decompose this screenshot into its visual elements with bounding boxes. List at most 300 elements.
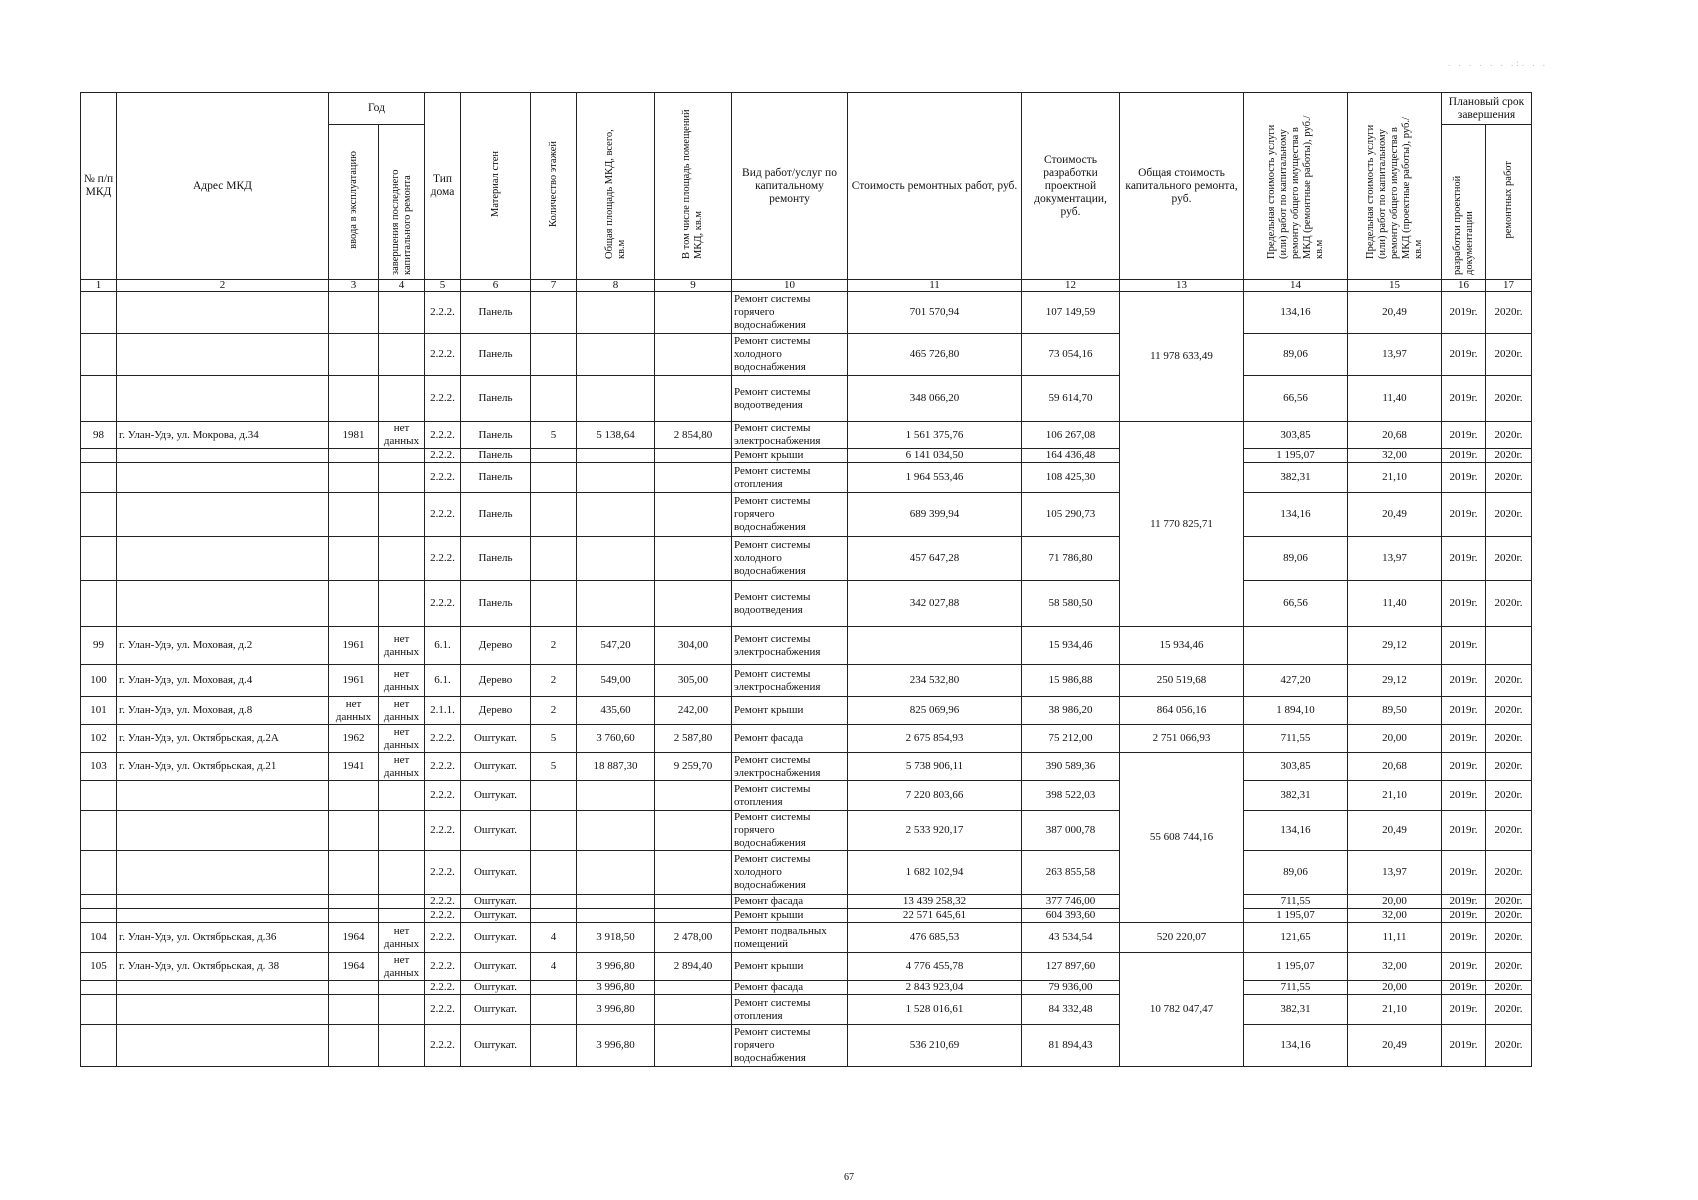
address-cell (117, 334, 329, 376)
house-type-cell: 2.2.2. (425, 449, 461, 463)
year-commission-cell (329, 493, 379, 537)
limit-repair-cell: 303,85 (1244, 422, 1348, 449)
address-cell (117, 537, 329, 581)
row-number-cell: 104 (81, 923, 117, 953)
wall-material-cell: Оштукат. (461, 753, 531, 781)
total-cost-merged-cell: 11 770 825,71 (1120, 422, 1244, 627)
address-cell: г. Улан-Удэ, ул. Моховая, д.4 (117, 665, 329, 697)
year-last-repair-cell (379, 463, 425, 493)
row-number-cell: 98 (81, 422, 117, 449)
premises-area-cell: 2 894,40 (655, 953, 732, 981)
repair-cost-cell: 342 027,88 (848, 581, 1022, 627)
year-commission-cell (329, 581, 379, 627)
premises-area-cell: 242,00 (655, 697, 732, 725)
table-row (81, 909, 1532, 923)
house-type-cell: 2.2.2. (425, 981, 461, 995)
total-area-cell: 3 996,80 (577, 1025, 655, 1067)
total-area-cell: 3 918,50 (577, 923, 655, 953)
year-commission-cell (329, 811, 379, 851)
row-number-cell: 99 (81, 627, 117, 665)
floors-cell (531, 1025, 577, 1067)
year-last-repair-cell: нет данных (379, 953, 425, 981)
house-type-cell: 2.2.2. (425, 537, 461, 581)
row-number-cell (81, 376, 117, 422)
row-number-cell (81, 537, 117, 581)
house-type-cell: 2.2.2. (425, 422, 461, 449)
repair-cost-cell: 1 528 016,61 (848, 995, 1022, 1025)
year-last-repair-cell (379, 981, 425, 995)
floors-cell: 5 (531, 422, 577, 449)
year-last-repair-cell: нет данных (379, 665, 425, 697)
work-type-cell: Ремонт системы горячего водоснабжения (732, 493, 848, 537)
row-number-cell: 105 (81, 953, 117, 981)
term-repair-cell: 2020г. (1486, 909, 1532, 923)
repair-cost-cell: 13 439 258,32 (848, 895, 1022, 909)
total-area-cell: 3 996,80 (577, 981, 655, 995)
repair-cost-cell: 457 647,28 (848, 537, 1022, 581)
term-design-cell: 2019г. (1442, 923, 1486, 953)
year-commission-cell (329, 981, 379, 995)
limit-design-cell: 20,00 (1348, 725, 1442, 753)
limit-repair-cell: 711,55 (1244, 725, 1348, 753)
design-cost-cell: 164 436,48 (1022, 449, 1120, 463)
repair-cost-cell: 4 776 455,78 (848, 953, 1022, 981)
limit-repair-cell: 66,56 (1244, 581, 1348, 627)
term-design-cell: 2019г. (1442, 909, 1486, 923)
repair-cost-cell: 22 571 645,61 (848, 909, 1022, 923)
header-term-repair: ремонтных работ (1486, 125, 1532, 280)
term-design-cell: 2019г. (1442, 753, 1486, 781)
floors-cell (531, 376, 577, 422)
table-row (81, 697, 1532, 725)
repair-cost-cell: 6 141 034,50 (848, 449, 1022, 463)
design-cost-cell: 108 425,30 (1022, 463, 1120, 493)
term-design-cell: 2019г. (1442, 725, 1486, 753)
total-area-cell: 18 887,30 (577, 753, 655, 781)
work-type-cell: Ремонт крыши (732, 953, 848, 981)
address-cell: г. Улан-Удэ, ул. Октябрьская, д. 38 (117, 953, 329, 981)
limit-repair-cell: 121,65 (1244, 923, 1348, 953)
wall-material-cell: Панель (461, 376, 531, 422)
premises-area-cell (655, 811, 732, 851)
term-design-cell: 2019г. (1442, 781, 1486, 811)
design-cost-cell: 377 746,00 (1022, 895, 1120, 909)
wall-material-cell: Панель (461, 493, 531, 537)
column-number: 8 (577, 280, 655, 292)
table-row (81, 463, 1532, 493)
table-body (81, 292, 1532, 1067)
term-repair-cell (1486, 627, 1532, 665)
year-commission-cell (329, 376, 379, 422)
address-cell (117, 376, 329, 422)
year-commission-cell (329, 463, 379, 493)
table-row (81, 292, 1532, 334)
limit-repair-cell: 1 894,10 (1244, 697, 1348, 725)
floors-cell (531, 493, 577, 537)
column-number: 4 (379, 280, 425, 292)
premises-area-cell: 2 587,80 (655, 725, 732, 753)
total-area-cell (577, 781, 655, 811)
table-row (81, 995, 1532, 1025)
work-type-cell: Ремонт системы электроснабжения (732, 627, 848, 665)
limit-design-cell: 20,68 (1348, 753, 1442, 781)
column-numbers-row (81, 280, 1532, 292)
address-cell (117, 995, 329, 1025)
term-design-cell: 2019г. (1442, 376, 1486, 422)
term-design-cell: 2019г. (1442, 895, 1486, 909)
row-number-cell (81, 995, 117, 1025)
premises-area-cell (655, 581, 732, 627)
year-last-repair-cell: нет данных (379, 753, 425, 781)
wall-material-cell: Оштукат. (461, 953, 531, 981)
repair-cost-cell: 348 066,20 (848, 376, 1022, 422)
house-type-cell: 2.2.2. (425, 334, 461, 376)
year-commission-cell (329, 1025, 379, 1067)
limit-repair-cell: 303,85 (1244, 753, 1348, 781)
term-repair-cell: 2020г. (1486, 1025, 1532, 1067)
total-area-cell: 549,00 (577, 665, 655, 697)
wall-material-cell: Оштукат. (461, 811, 531, 851)
floors-cell: 4 (531, 923, 577, 953)
table-row (81, 581, 1532, 627)
design-cost-cell: 105 290,73 (1022, 493, 1120, 537)
header-address: Адрес МКД (117, 93, 329, 280)
house-type-cell: 2.2.2. (425, 463, 461, 493)
premises-area-cell (655, 781, 732, 811)
design-cost-cell: 390 589,36 (1022, 753, 1120, 781)
limit-design-cell: 21,10 (1348, 995, 1442, 1025)
floors-cell (531, 781, 577, 811)
premises-area-cell (655, 909, 732, 923)
year-last-repair-cell (379, 851, 425, 895)
year-last-repair-cell (379, 995, 425, 1025)
header-repair-cost: Стоимость ремонтных работ, руб. (848, 93, 1022, 280)
house-type-cell: 2.2.2. (425, 851, 461, 895)
design-cost-cell: 58 580,50 (1022, 581, 1120, 627)
total-area-cell (577, 376, 655, 422)
floors-cell (531, 895, 577, 909)
column-number: 10 (732, 280, 848, 292)
floors-cell (531, 995, 577, 1025)
limit-repair-cell: 382,31 (1244, 995, 1348, 1025)
house-type-cell: 2.2.2. (425, 581, 461, 627)
address-cell: г. Улан-Удэ, ул. Моховая, д.8 (117, 697, 329, 725)
house-type-cell: 6.1. (425, 627, 461, 665)
column-number: 5 (425, 280, 461, 292)
table-row (81, 895, 1532, 909)
term-design-cell: 2019г. (1442, 581, 1486, 627)
term-repair-cell: 2020г. (1486, 449, 1532, 463)
house-type-cell: 2.2.2. (425, 376, 461, 422)
repair-cost-cell: 825 069,96 (848, 697, 1022, 725)
wall-material-cell: Оштукат. (461, 995, 531, 1025)
work-type-cell: Ремонт системы горячего водоснабжения (732, 292, 848, 334)
table-row (81, 537, 1532, 581)
row-number-cell: 101 (81, 697, 117, 725)
premises-area-cell (655, 981, 732, 995)
table-row (81, 981, 1532, 995)
year-commission-cell: 1964 (329, 953, 379, 981)
term-design-cell: 2019г. (1442, 292, 1486, 334)
header-work-type: Вид работ/услуг по капитальному ремонту (732, 93, 848, 280)
total-area-cell (577, 581, 655, 627)
year-commission-cell (329, 909, 379, 923)
design-cost-cell: 127 897,60 (1022, 953, 1120, 981)
term-design-cell: 2019г. (1442, 697, 1486, 725)
total-area-cell (577, 851, 655, 895)
table-row (81, 627, 1532, 665)
repair-cost-cell: 476 685,53 (848, 923, 1022, 953)
limit-repair-cell: 134,16 (1244, 811, 1348, 851)
work-type-cell: Ремонт системы горячего водоснабжения (732, 811, 848, 851)
repair-cost-cell: 689 399,94 (848, 493, 1022, 537)
limit-design-cell: 21,10 (1348, 463, 1442, 493)
address-cell (117, 1025, 329, 1067)
house-type-cell: 2.2.2. (425, 1025, 461, 1067)
work-type-cell: Ремонт системы электроснабжения (732, 665, 848, 697)
total-cost-cell: 15 934,46 (1120, 627, 1244, 665)
floors-cell: 5 (531, 753, 577, 781)
header-floors: Количество этажей (531, 93, 577, 280)
total-area-cell: 3 760,60 (577, 725, 655, 753)
year-commission-cell: нет данных (329, 697, 379, 725)
total-cost-merged-cell: 11 978 633,49 (1120, 292, 1244, 422)
term-repair-cell: 2020г. (1486, 581, 1532, 627)
table-row (81, 725, 1532, 753)
house-type-cell: 2.2.2. (425, 493, 461, 537)
term-repair-cell: 2020г. (1486, 334, 1532, 376)
premises-area-cell (655, 376, 732, 422)
term-design-cell: 2019г. (1442, 537, 1486, 581)
term-design-cell: 2019г. (1442, 627, 1486, 665)
column-number: 15 (1348, 280, 1442, 292)
column-number: 12 (1022, 280, 1120, 292)
design-cost-cell: 263 855,58 (1022, 851, 1120, 895)
limit-design-cell: 32,00 (1348, 909, 1442, 923)
term-repair-cell: 2020г. (1486, 537, 1532, 581)
repair-cost-cell (848, 627, 1022, 665)
column-number: 16 (1442, 280, 1486, 292)
term-repair-cell: 2020г. (1486, 851, 1532, 895)
header-year-commission: ввода в эксплуатацию (329, 125, 379, 280)
year-commission-cell (329, 449, 379, 463)
term-design-cell: 2019г. (1442, 953, 1486, 981)
limit-design-cell: 32,00 (1348, 449, 1442, 463)
table-row (81, 449, 1532, 463)
wall-material-cell: Панель (461, 581, 531, 627)
house-type-cell: 2.2.2. (425, 753, 461, 781)
table-row (81, 422, 1532, 449)
design-cost-cell: 38 986,20 (1022, 697, 1120, 725)
repair-cost-cell: 2 675 854,93 (848, 725, 1022, 753)
work-type-cell: Ремонт системы водоотведения (732, 376, 848, 422)
address-cell: г. Улан-Удэ, ул. Мокрова, д.34 (117, 422, 329, 449)
address-cell (117, 895, 329, 909)
column-number: 6 (461, 280, 531, 292)
total-area-cell: 435,60 (577, 697, 655, 725)
premises-area-cell (655, 292, 732, 334)
year-commission-cell: 1941 (329, 753, 379, 781)
year-commission-cell: 1961 (329, 665, 379, 697)
total-cost-cell: 2 751 066,93 (1120, 725, 1244, 753)
address-cell (117, 811, 329, 851)
premises-area-cell (655, 334, 732, 376)
floors-cell (531, 811, 577, 851)
floors-cell: 2 (531, 665, 577, 697)
house-type-cell: 2.2.2. (425, 811, 461, 851)
header-total-area: Общая площадь МКД, всего, кв.м (577, 93, 655, 280)
row-number-cell (81, 981, 117, 995)
work-type-cell: Ремонт системы электроснабжения (732, 753, 848, 781)
wall-material-cell: Панель (461, 537, 531, 581)
repair-cost-cell: 536 210,69 (848, 1025, 1022, 1067)
row-number-cell: 100 (81, 665, 117, 697)
limit-design-cell: 89,50 (1348, 697, 1442, 725)
table-row (81, 376, 1532, 422)
address-cell: г. Улан-Удэ, ул. Октябрьская, д.2А (117, 725, 329, 753)
design-cost-cell: 71 786,80 (1022, 537, 1120, 581)
work-type-cell: Ремонт фасада (732, 725, 848, 753)
floors-cell (531, 292, 577, 334)
total-area-cell (577, 449, 655, 463)
term-design-cell: 2019г. (1442, 463, 1486, 493)
year-commission-cell (329, 895, 379, 909)
year-last-repair-cell (379, 895, 425, 909)
row-number-cell (81, 811, 117, 851)
table-row (81, 493, 1532, 537)
floors-cell (531, 463, 577, 493)
term-design-cell: 2019г. (1442, 422, 1486, 449)
term-repair-cell: 2020г. (1486, 665, 1532, 697)
limit-design-cell: 20,49 (1348, 1025, 1442, 1067)
term-design-cell: 2019г. (1442, 811, 1486, 851)
work-type-cell: Ремонт системы отопления (732, 995, 848, 1025)
limit-repair-cell: 427,20 (1244, 665, 1348, 697)
house-type-cell: 2.2.2. (425, 909, 461, 923)
floors-cell (531, 981, 577, 995)
limit-design-cell: 20,49 (1348, 292, 1442, 334)
wall-material-cell: Оштукат. (461, 981, 531, 995)
design-cost-cell: 73 054,16 (1022, 334, 1120, 376)
term-repair-cell: 2020г. (1486, 981, 1532, 995)
design-cost-cell: 107 149,59 (1022, 292, 1120, 334)
year-last-repair-cell (379, 449, 425, 463)
year-commission-cell (329, 781, 379, 811)
work-type-cell: Ремонт системы холодного водоснабжения (732, 851, 848, 895)
limit-design-cell: 11,40 (1348, 376, 1442, 422)
limit-repair-cell: 711,55 (1244, 895, 1348, 909)
floors-cell: 2 (531, 697, 577, 725)
work-type-cell: Ремонт крыши (732, 909, 848, 923)
address-cell (117, 981, 329, 995)
document-page (80, 92, 1532, 1067)
limit-design-cell: 20,00 (1348, 981, 1442, 995)
design-cost-cell: 106 267,08 (1022, 422, 1120, 449)
premises-area-cell (655, 851, 732, 895)
address-cell (117, 909, 329, 923)
address-cell: г. Улан-Удэ, ул. Моховая, д.2 (117, 627, 329, 665)
year-last-repair-cell (379, 334, 425, 376)
wall-material-cell: Панель (461, 463, 531, 493)
wall-material-cell: Дерево (461, 627, 531, 665)
total-cost-merged-cell: 10 782 047,47 (1120, 953, 1244, 1067)
work-type-cell: Ремонт системы водоотведения (732, 581, 848, 627)
year-commission-cell: 1981 (329, 422, 379, 449)
header-limit-repair: Предельная стоимость услуги (или) работ по капитальному ремонту общего имущества в МКД (ремонтные работы), руб./кв.м (1244, 93, 1348, 280)
wall-material-cell: Оштукат. (461, 923, 531, 953)
row-number-cell (81, 581, 117, 627)
year-commission-cell (329, 537, 379, 581)
limit-repair-cell (1244, 627, 1348, 665)
design-cost-cell: 604 393,60 (1022, 909, 1120, 923)
column-number: 9 (655, 280, 732, 292)
limit-design-cell: 11,40 (1348, 581, 1442, 627)
house-type-cell: 2.2.2. (425, 725, 461, 753)
floors-cell (531, 851, 577, 895)
house-type-cell: 2.2.2. (425, 953, 461, 981)
total-cost-cell: 250 519,68 (1120, 665, 1244, 697)
total-area-cell (577, 493, 655, 537)
year-last-repair-cell: нет данных (379, 422, 425, 449)
repair-cost-cell: 1 964 553,46 (848, 463, 1022, 493)
table-row (81, 753, 1532, 781)
limit-repair-cell: 1 195,07 (1244, 909, 1348, 923)
total-area-cell (577, 292, 655, 334)
design-cost-cell: 43 534,54 (1022, 923, 1120, 953)
premises-area-cell (655, 463, 732, 493)
total-area-cell (577, 463, 655, 493)
year-commission-cell (329, 292, 379, 334)
work-type-cell: Ремонт крыши (732, 449, 848, 463)
year-last-repair-cell (379, 1025, 425, 1067)
year-commission-cell (329, 995, 379, 1025)
house-type-cell: 2.2.2. (425, 895, 461, 909)
limit-design-cell: 13,97 (1348, 537, 1442, 581)
term-repair-cell: 2020г. (1486, 725, 1532, 753)
house-type-cell: 2.2.2. (425, 781, 461, 811)
column-number: 2 (117, 280, 329, 292)
work-type-cell: Ремонт фасада (732, 981, 848, 995)
repair-cost-cell: 234 532,80 (848, 665, 1022, 697)
row-number-cell (81, 463, 117, 493)
address-cell (117, 581, 329, 627)
premises-area-cell (655, 995, 732, 1025)
floors-cell (531, 909, 577, 923)
design-cost-cell: 79 936,00 (1022, 981, 1120, 995)
wall-material-cell: Оштукат. (461, 781, 531, 811)
row-number-cell (81, 493, 117, 537)
column-number: 11 (848, 280, 1022, 292)
design-cost-cell: 15 934,46 (1022, 627, 1120, 665)
limit-design-cell: 29,12 (1348, 627, 1442, 665)
table-row (81, 781, 1532, 811)
repair-cost-cell: 465 726,80 (848, 334, 1022, 376)
floors-cell: 2 (531, 627, 577, 665)
term-design-cell: 2019г. (1442, 665, 1486, 697)
term-repair-cell: 2020г. (1486, 811, 1532, 851)
limit-repair-cell: 134,16 (1244, 1025, 1348, 1067)
year-last-repair-cell (379, 909, 425, 923)
house-type-cell: 2.1.1. (425, 697, 461, 725)
year-last-repair-cell: нет данных (379, 725, 425, 753)
house-type-cell: 2.2.2. (425, 292, 461, 334)
work-type-cell: Ремонт крыши (732, 697, 848, 725)
work-type-cell: Ремонт подвальных помещений (732, 923, 848, 953)
total-area-cell (577, 811, 655, 851)
table-row (81, 334, 1532, 376)
row-number-cell: 103 (81, 753, 117, 781)
row-number-cell (81, 909, 117, 923)
